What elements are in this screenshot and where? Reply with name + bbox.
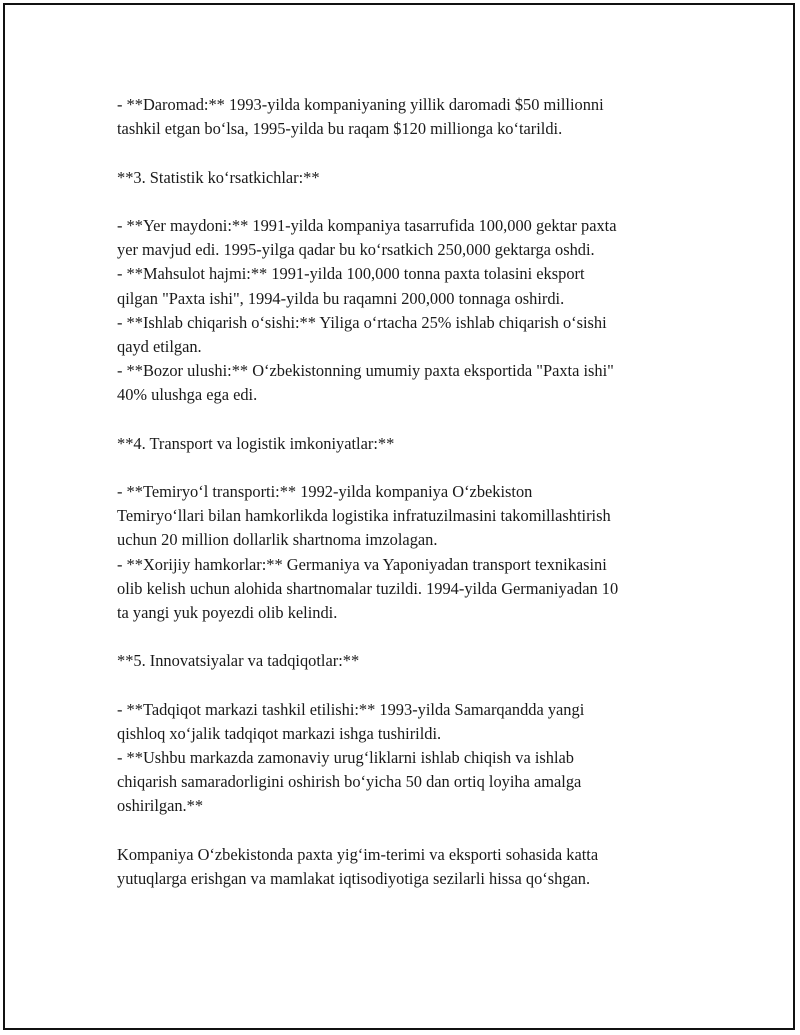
text-line: 40% ulushga ega edi.	[117, 385, 258, 405]
text-line: oshirilgan.**	[117, 796, 204, 816]
text-line: uchun 20 million dollarlik shartnoma imzolagan.	[117, 530, 438, 550]
text-line: yer mavjud edi. 1995-yilga qadar bu ko‘rsatkich 250,000 gektarga oshdi.	[117, 240, 595, 260]
text-line: - **Yer maydoni:** 1991-yilda kompaniya tasarrufida 100,000 gektar paxta	[117, 215, 617, 235]
text-line: Temiryo‘llari bilan hamkorlikda logistika infratuzilmasini takomillashtirish	[117, 506, 611, 526]
blank-line	[117, 407, 692, 431]
text-line: olib kelish uchun alohida shartnomalar tuzildi. 1994-yilda Germaniyadan 10	[117, 578, 619, 598]
text-line: - **Tadqiqot markazi tashkil etilishi:** 1993-yilda Samarqandda yangi	[117, 699, 585, 719]
blank-line	[117, 456, 692, 480]
blank-line	[117, 674, 692, 698]
blank-line	[117, 819, 692, 843]
text-line: - **Ushbu markazda zamonaviy urug‘liklarni ishlab chiqish va ishlab	[117, 748, 575, 768]
blank-line	[117, 141, 692, 165]
text-line: - **Mahsulot hajmi:** 1991-yilda 100,000 tonna paxta tolasini eksport	[117, 264, 585, 284]
section-heading: **5. Innovatsiyalar va tadqiqotlar:**	[117, 651, 360, 671]
text-line: - **Daromad:** 1993-yilda kompaniyaning yillik daromadi $50 millionni	[117, 95, 604, 114]
text-line: qishloq xo‘jalik tadqiqot markazi ishga tushirildi.	[117, 723, 442, 743]
section-heading: **3. Statistik ko‘rsatkichlar:**	[117, 167, 320, 187]
text-line: - **Ishlab chiqarish o‘sishi:** Yiliga o‘rtacha 25% ishlab chiqarish o‘sishi	[117, 312, 607, 332]
text-line: qayd etilgan.	[117, 336, 202, 356]
text-line: - **Xorijiy hamkorlar:** Germaniya va Yaponiyadan transport texnikasini	[117, 554, 607, 574]
text-line: - **Temiryo‘l transporti:** 1992-yilda kompaniya O‘zbekiston	[117, 482, 533, 501]
text-line: yutuqlarga erishgan va mamlakat iqtisodiyotiga sezilarli hissa qo‘shgan.	[117, 869, 591, 888]
text-line: ta yangi yuk poyezdi olib kelindi.	[117, 602, 338, 622]
text-line: qilgan "Paxta ishi", 1994-yilda bu raqamni 200,000 tonnaga oshirdi.	[117, 288, 565, 308]
text-line: tashkil etgan bo‘lsa, 1995-yilda bu raqam $120 millionga ko‘tarildi.	[117, 119, 563, 139]
text-line: Kompaniya O‘zbekistonda paxta yig‘im-terimi va eksporti sohasida katta	[117, 844, 599, 864]
blank-line	[117, 625, 692, 649]
document-body	[117, 93, 692, 891]
section-heading: **4. Transport va logistik imkoniyatlar:**	[117, 433, 395, 453]
blank-line	[117, 190, 692, 214]
text-line: chiqarish samaradorligini oshirish bo‘yicha 50 dan ortiq loyiha amalga	[117, 772, 582, 792]
text-line: - **Bozor ulushi:** O‘zbekistonning umumiy paxta eksportida "Paxta ishi"	[117, 361, 614, 381]
